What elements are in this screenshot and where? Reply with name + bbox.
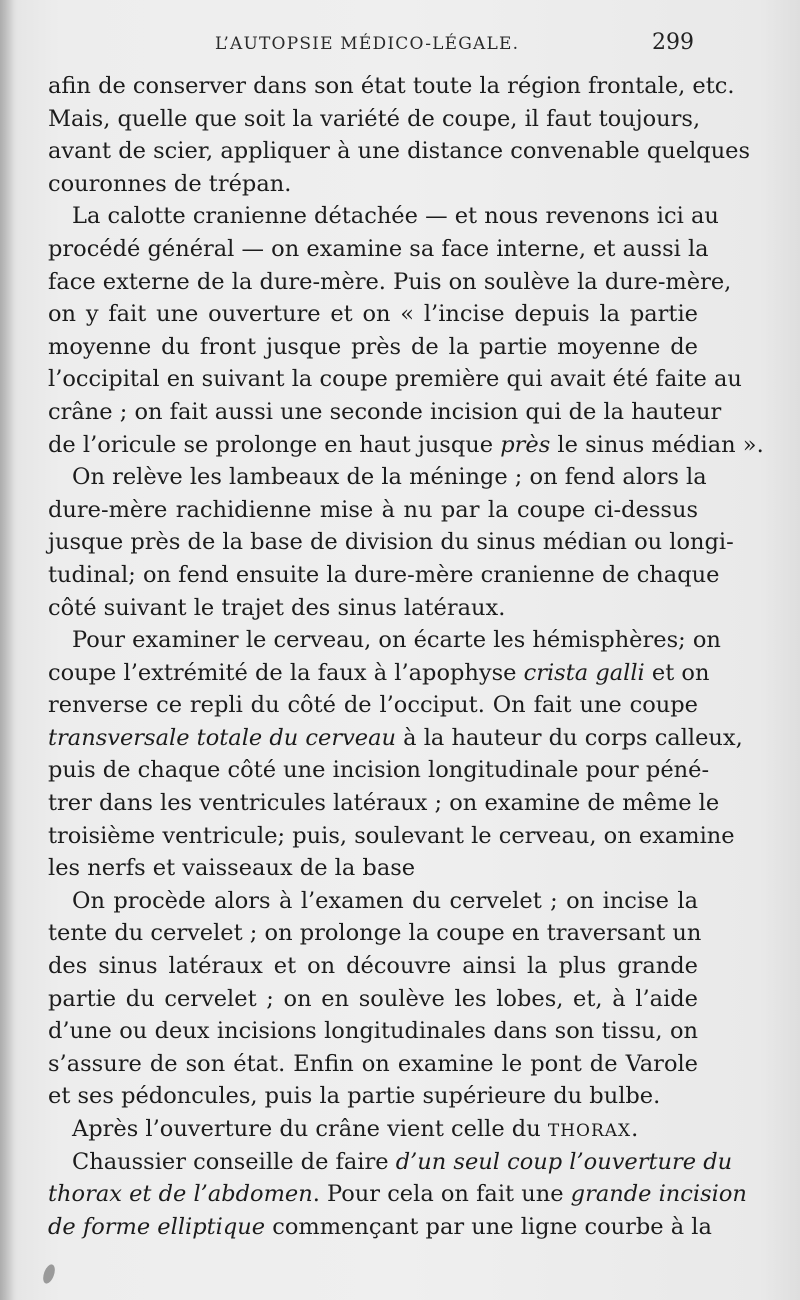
text-line [48, 1015, 698, 1048]
text-line [48, 689, 698, 722]
text-segment: puis de chaque côté une incision longitudinale pour péné- [48, 757, 710, 784]
text-segment: coupe l’extrémité de la faux à l’apophyse [48, 659, 524, 686]
italic-text: d’un seul coup l’ouverture du [395, 1148, 733, 1175]
text-segment: commençant par une ligne courbe à la [265, 1213, 712, 1240]
italic-text: transversale totale du cerveau [48, 724, 397, 751]
text-line [48, 1080, 698, 1113]
text-segment: trer dans les ventricules latéraux ; on examine de même le [48, 790, 720, 817]
page-edge-shadow [0, 0, 14, 1300]
text-line [48, 917, 702, 950]
italic-text: thorax et de l’abdomen [48, 1181, 313, 1208]
text-segment: On procède alors à l’examen du cervelet ; on incise la [72, 887, 698, 914]
text-line [48, 168, 698, 201]
text-line [48, 983, 698, 1016]
text-segment: Après l’ouverture du crâne vient celle du [72, 1116, 548, 1142]
text-line [48, 363, 742, 396]
text-line [48, 200, 719, 233]
text-segment: Chaussier conseille de faire [72, 1148, 396, 1175]
text-line [48, 1211, 712, 1244]
text-segment: s’assure de son état. Enfin on examine le pont de Varole [48, 1050, 698, 1077]
text-segment: La calotte cranienne détachée — et nous revenons ici au [72, 203, 719, 230]
page-number: 299 [652, 30, 694, 55]
page-header [0, 30, 800, 60]
text-line [48, 754, 710, 787]
text-segment: tente du cervelet ; on prolonge la coupe en traversant un [48, 920, 702, 947]
text-segment: jusque près de la base de division du sinus médian ou longi- [48, 529, 734, 556]
text-segment: l’occipital en suivant la coupe première qui avait été faite au [48, 366, 742, 393]
text-segment: On relève les lambeaux de la méninge ; on fend alors la [72, 464, 707, 491]
text-segment: . Pour cela on fait une [312, 1181, 571, 1208]
text-segment: d’une ou deux incisions longitudinales dans son tissu, on [48, 1018, 698, 1045]
text-segment: partie du cervelet ; on en soulève les lobes, et, à l’aide [48, 985, 698, 1012]
text-segment: de l’oricule se prolonge en haut jusque [48, 431, 501, 458]
text-line [48, 852, 698, 885]
text-line [48, 559, 720, 592]
text-segment: avant de scier, appliquer à une distance convenable quelques [48, 138, 751, 165]
text-segment: afin de conserver dans son état toute la région frontale, etc. [48, 73, 735, 99]
text-line [48, 1113, 698, 1146]
text-line [48, 331, 698, 364]
text-line [48, 657, 710, 690]
text-segment: moyenne du front jusque près de la partie moyenne de [48, 333, 698, 360]
text-line [48, 820, 735, 853]
text-segment: à la hauteur du corps calleux, [396, 724, 743, 751]
italic-text: près [500, 431, 551, 458]
italic-text: de forme elliptique [48, 1213, 266, 1240]
body-text [48, 70, 764, 1243]
text-line [48, 592, 698, 625]
text-segment: procédé général — on examine sa face interne, et aussi la [48, 235, 709, 262]
text-segment: tudinal; on fend ensuite la dure-mère cranienne de chaque [48, 561, 720, 588]
ink-blot-mark [41, 1263, 57, 1285]
text-line [48, 396, 722, 429]
text-segment: dure-mère rachidienne mise à nu par la coupe ci-dessus [48, 496, 698, 523]
text-segment: face externe de la dure-mère. Puis on soulève la dure-mère, [48, 268, 732, 295]
text-line [48, 1146, 733, 1179]
text-segment: Mais, quelle que soit la variété de coupe, il faut toujours, [48, 105, 701, 132]
text-line [48, 461, 707, 494]
text-segment: et on [644, 659, 710, 686]
text-line [48, 1048, 698, 1081]
text-segment: . [631, 1116, 639, 1142]
text-segment: crâne ; on fait aussi une seconde incision qui de la hauteur [48, 398, 722, 425]
text-line [48, 722, 743, 755]
text-line [48, 950, 698, 983]
text-segment: des sinus latéraux et on découvre ainsi la plus grande [48, 953, 698, 980]
text-line [48, 1178, 747, 1211]
text-line [48, 429, 764, 462]
text-line [48, 103, 701, 136]
text-segment: et ses pédoncules, puis la partie supérieure du bulbe. [48, 1083, 661, 1110]
text-line [48, 787, 720, 820]
text-segment: côté suivant le trajet des sinus latéraux. [48, 594, 506, 621]
italic-text: crista galli [523, 659, 645, 686]
running-head: L’AUTOPSIE MÉDICO-LÉGALE. [215, 34, 520, 54]
text-segment: Pour examiner le cerveau, on écarte les hémisphères; on [72, 627, 721, 654]
text-line [48, 494, 698, 527]
text-segment: les nerfs et vaisseaux de la base [48, 855, 416, 882]
text-line [48, 233, 709, 266]
text-segment: le sinus médian ». [550, 431, 764, 458]
italic-text: grande incision [570, 1181, 747, 1208]
text-line [48, 135, 751, 168]
text-segment: troisième ventricule; puis, soulevant le cerveau, on examine [48, 822, 735, 849]
text-line [48, 885, 698, 918]
text-line [48, 70, 735, 103]
text-line [48, 526, 734, 559]
small-caps-text: THORAX [547, 1121, 632, 1141]
text-line [48, 266, 732, 299]
text-line [48, 298, 698, 331]
text-segment: couronnes de trépan. [48, 170, 292, 197]
text-segment: renverse ce repli du côté de l’occiput. On fait une coupe [48, 692, 698, 719]
text-line [48, 624, 721, 657]
text-segment: on y fait une ouverture et on « l’incise depuis la partie [48, 301, 698, 328]
